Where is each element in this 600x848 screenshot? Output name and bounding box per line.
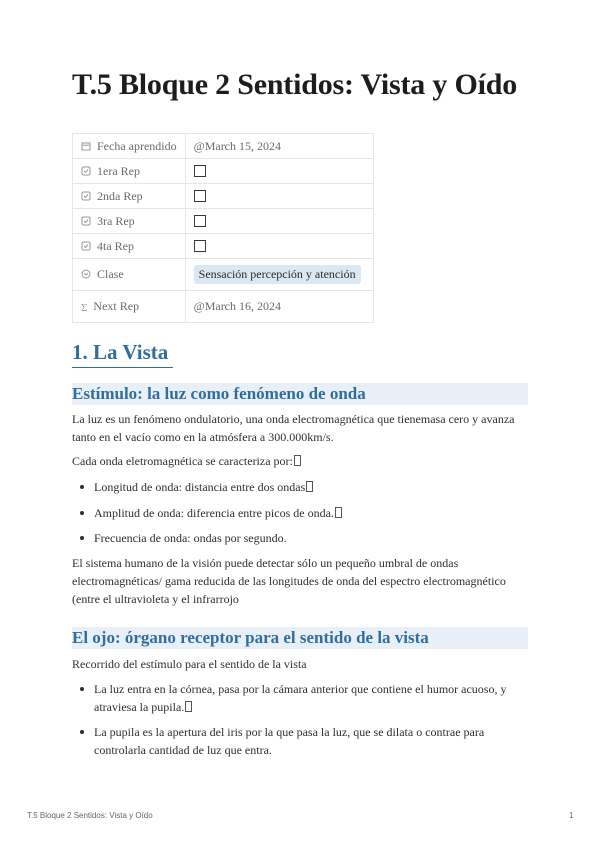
property-key-label: 4ta Rep <box>97 238 134 253</box>
rep-checkbox[interactable] <box>194 215 206 227</box>
property-row <box>73 184 374 209</box>
property-key-label: Fecha aprendido <box>97 138 177 153</box>
checkbox-property-icon <box>81 191 91 201</box>
page-title: T.5 Bloque 2 Sentidos: Vista y Oído <box>72 68 518 101</box>
paragraph-line: tanto en el vacío como en la atmósfera a 300.000km/s. <box>72 430 334 444</box>
property-key <box>73 259 186 291</box>
property-value <box>185 259 373 291</box>
property-row <box>73 259 374 291</box>
paragraph-line: El sistema humano de la visión puede detectar sólo un pequeño umbral de ondas <box>72 556 459 570</box>
property-value <box>185 159 373 184</box>
missing-glyph-icon <box>185 701 192 712</box>
class-tag[interactable]: Sensación percepción y atención <box>194 265 361 284</box>
list-item <box>94 680 528 716</box>
checkbox-property-icon <box>81 166 91 176</box>
property-value[interactable]: @March 16, 2024 <box>185 291 373 323</box>
property-row <box>73 209 374 234</box>
list-item-line: La luz entra en la córnea, pasa por la cámara anterior que contiene el humor acuoso, y <box>94 682 507 696</box>
list-item <box>94 478 528 496</box>
footer-title: T.5 Bloque 2 Sentidos: Vista y Oído <box>27 811 153 820</box>
property-value <box>185 234 373 259</box>
list-item <box>94 723 528 759</box>
paragraph-line: electromagnéticas/ gama reducida de las longitudes de onda del espectro electromagnético <box>72 574 506 588</box>
paragraph: Recorrido del estímulo para el sentido de la vista <box>72 657 307 671</box>
property-value <box>185 209 373 234</box>
section-heading-text: 1. La Vista <box>72 340 169 364</box>
page-number: 1 <box>569 811 574 820</box>
property-key-label: 2nda Rep <box>97 188 143 203</box>
paragraph-line: La luz es un fenómeno ondulatorio, una onda electromagnética que tienemasa cero y avanza <box>72 412 515 426</box>
property-value[interactable]: @March 15, 2024 <box>185 134 373 159</box>
property-value <box>185 184 373 209</box>
checkbox-property-icon <box>81 241 91 251</box>
list-item <box>94 504 528 522</box>
formula-icon: Σ <box>81 302 88 314</box>
section-heading <box>72 340 168 365</box>
list-item-line: controlarla cantidad de luz que entra. <box>94 743 272 757</box>
rep-checkbox[interactable] <box>194 190 206 202</box>
property-key <box>73 134 186 159</box>
property-row <box>73 291 374 323</box>
missing-glyph-icon <box>294 455 301 466</box>
property-key <box>73 291 186 323</box>
subsection-heading: El ojo: órgano receptor para el sentido de la vista <box>72 627 528 649</box>
rep-checkbox[interactable] <box>194 165 206 177</box>
paragraph <box>72 554 528 608</box>
property-key-label: 1era Rep <box>97 163 140 178</box>
property-row <box>73 234 374 259</box>
paragraph-line: (entre el ultravioleta y el infrarrojo <box>72 592 239 606</box>
property-key-label: Clase <box>97 267 124 281</box>
checkbox-property-icon <box>81 216 91 226</box>
list-item-line: atraviesa la pupila. <box>94 700 185 714</box>
calendar-icon <box>81 141 91 151</box>
select-icon <box>81 269 91 279</box>
property-key <box>73 209 186 234</box>
paragraph <box>72 410 528 446</box>
list-item-line: La pupila es la apertura del iris por la que pasa la luz, que se dilata o contrae para <box>94 725 485 739</box>
missing-glyph-icon <box>335 507 342 518</box>
property-row <box>73 159 374 184</box>
heading-underline <box>72 367 173 368</box>
properties-table <box>72 133 374 323</box>
property-key <box>73 159 186 184</box>
list-item-text: Frecuencia de onda: ondas por segundo. <box>94 531 287 545</box>
rep-checkbox[interactable] <box>194 240 206 252</box>
property-key <box>73 234 186 259</box>
missing-glyph-icon <box>306 481 313 492</box>
paragraph-text: Cada onda eletromagnética se caracteriza por: <box>72 454 293 468</box>
property-key-label: Next Rep <box>93 299 140 313</box>
list-item <box>94 529 528 547</box>
property-key-label: 3ra Rep <box>97 213 135 228</box>
subsection-heading: Estímulo: la luz como fenómeno de onda <box>72 383 528 405</box>
paragraph <box>72 452 528 470</box>
list-item-text: Longitud de onda: distancia entre dos ondas <box>94 480 306 494</box>
property-key <box>73 184 186 209</box>
list-item-text: Amplitud de onda: diferencia entre picos de onda. <box>94 506 334 520</box>
property-row <box>73 134 374 159</box>
